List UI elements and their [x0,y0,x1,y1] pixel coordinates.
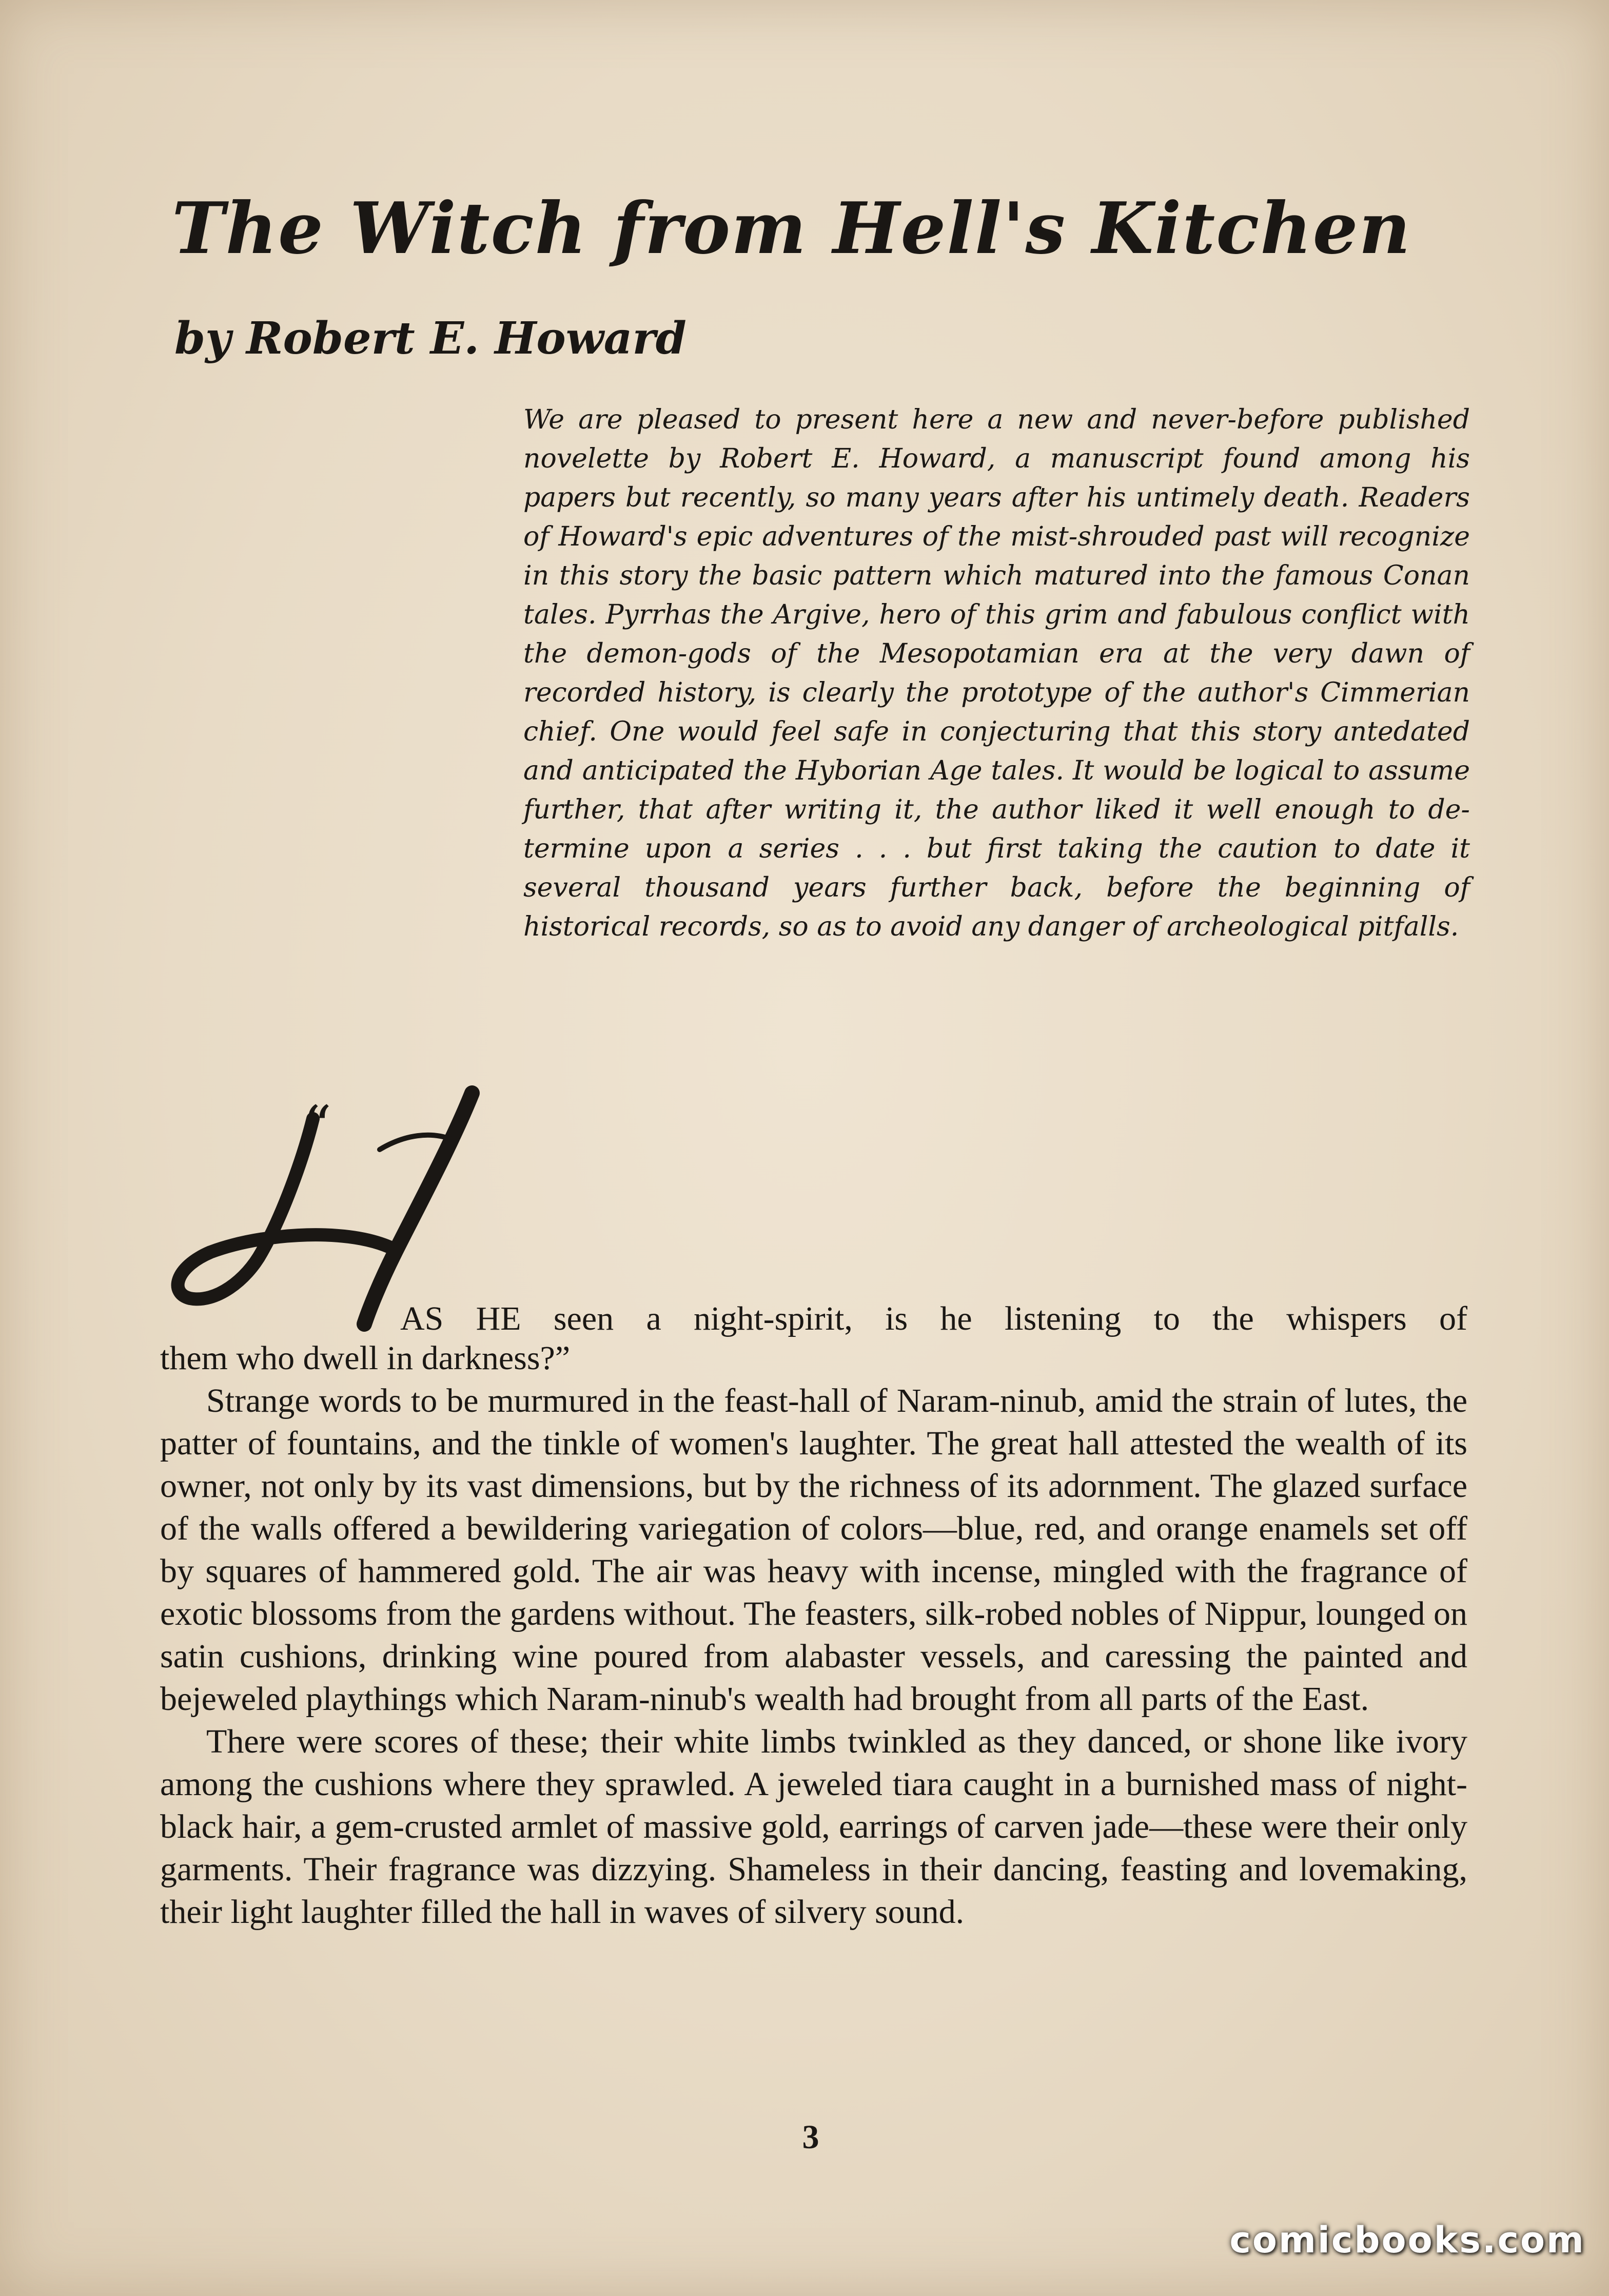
drop-cap [164,1083,493,1334]
page-number: 3 [802,2118,819,2156]
paragraph-1-continuation: them who dwell in darkness?” [160,1339,571,1377]
paragraph: There were scores of these; their white limbs twinkled as they danced, or shone like ivory among the cushions where they sprawled. A jeweled tiara caught in a burnished mass of night-black hair, a gem-crusted armlet of massive gold, earrings of carven jade—these were their only garments. Their fragrance was dizzying. Shameless in their dancing, feasting and lovemaking, their light laughter filled the hall in waves of silvery sound. [160,1723,1467,1931]
opening-line: AS HE seen a night-spirit, is he listening to the whispers of [400,1300,1467,1337]
author-byline: by Robert E. Howard [174,313,686,364]
site-watermark: comicbooks.com [1229,2219,1585,2261]
drop-cap-letter-h [164,1083,482,1334]
paragraph: Strange words to be murmured in the feast-hall of Naram-ninub, amid the strain of lutes, the patter of fountains, and the tinkle of women's laughter. The great hall attested the wealth of its owner, not only by its vast dimensions, but by the richness of its adornment. The glazed surface of the walls offered a bewildering variegation of colors—blue, red, and orange enamels set off by squares of hammered gold. The air was heavy with incense, mingled with the fragrance of exotic blossoms from the gardens without. The feasters, silk-robed nobles of Nippur, lounged on satin cushions, drinking wine poured from alabaster vessels, and caressing the painted and bejeweled playthings which Naram-ninub's wealth had brought from all parts of the East. [160,1382,1467,1718]
editor-introduction: We are pleased to present here a new and never-before published novelette by Robert E. Howard, a manuscript found among his papers but recently, so many years after his untimely death. Readers of Howard's epic adventures of the mist-shrouded past will recognize in this story the basic pattern which matured into the famous Conan tales. Pyrrhas the Argive, hero of this grim and fabulous conflict with the demon-gods of the Mesopotamian era at the very dawn of recorded history, is clearly the prototype of the author's Cimmerian chief. One would feel safe in conjecturing that this story antedated and anticipated the Hyborian Age tales. It would be logical to assume further, that after writing it, the author liked it well enough to determine upon a series . . . but first taking the caution to date it several thousand years further back, before the beginning of historical records, so as to avoid any danger of archeological pitfalls. [523,404,1470,942]
story-title: The Witch from Hell's Kitchen [172,186,1411,270]
drop-cap-quote-mark: “ [303,1094,332,1159]
story-body [160,1337,1467,1933]
